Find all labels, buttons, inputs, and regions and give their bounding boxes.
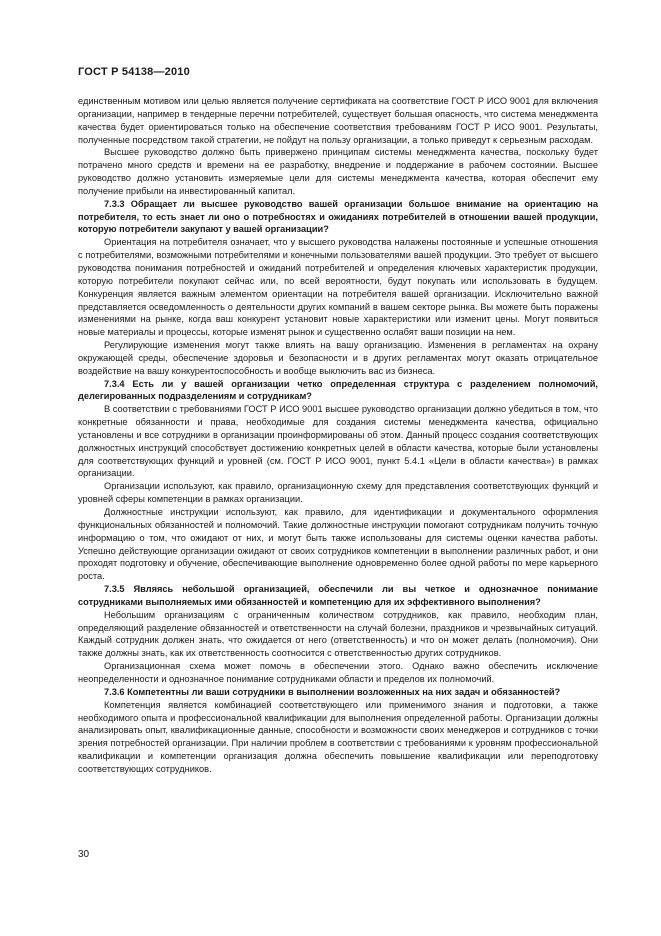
paragraph: Должностные инструкции используют, как правило, для идентификации и документального оформления функциональных обязанностей и полномочий. Такие должностные инструкции помогают сотрудникам получить точную информацию о том, что ожидают от них, и могут быть также использованы для системы оценки качества работы. Успешно действующие организации ожидают от своих сотрудников компетенции в выполнении различных работ, и они проходят подготовку и обучение, обеспечивающие выполнение одновременно более одной работы по мере карьерного роста. (78, 507, 598, 582)
section-heading-7-3-6: 7.3.6 Компетентны ли ваши сотрудники в выполнении возложенных на них задач и обязанностей? (104, 686, 561, 697)
section-heading-7-3-3: 7.3.3 Обращает ли высшее руководство вашей организации большое внимание на ориентацию на потребителя, то есть знает ли оно о потребностях и ожиданиях потребителей в отношении вашей продукции, которую потребители закупают у вашей организации? (78, 198, 598, 235)
section-heading-7-3-5: 7.3.5 Являясь небольшой организацией, обеспечили ли вы четкое и однозначное понимание сотрудниками выполняемых ими обязанностей и компетенцию для их эффективного выполнения? (78, 584, 598, 607)
paragraph: Регулирующие изменения могут также влиять на вашу организацию. Изменения в регламентах на охрану окружающей среды, обеспечение здоровья и безопасности и в других регламентах могут оказать отрицательное воздействие на вашу конкурентоспособность и вообще выключить вас из бизнеса. (78, 340, 598, 376)
standard-header: ГОСТ Р 54138—2010 (78, 66, 190, 78)
paragraph: Ориентация на потребителя означает, что у высшего руководства налажены постоянные и успешные отношения с потребителями, возможными потребителями и конечными пользователями вашей продукции. Это требует от высшего руководства понимания потребностей и ожиданий потребителей и определения ключевых характеристик продукции, которую потребители покупают сейчас или, по всей вероятности, будут покупать или использовать в будущем. Конкуренция является важным элементом ориентации на потребителя вашей организации. Исключительно важной представляется осведомленность о деятельности других компаний в вашем секторе рынка. Вы можете быть поражены изменениями на рынке, когда ваш конкурент установит новые характеристики или изменит цены. Могут появиться новые материалы и процессы, которые изменят рынок и существенно ослабят ваши позиции на нем. (78, 237, 598, 338)
paragraph: В соответствии с требованиями ГОСТ Р ИСО 9001 высшее руководство организации должно убедиться в том, что конкретные обязанности и права, необходимые для создания системы менеджмента качества, официально установлены и все сотрудники в организации проинформированы об этом. Данный процесс создания соответствующих должностных инструкций способствует достижению конкретных целей в области качества, которые были установлены для соответствующих функций и уровней (см. ГОСТ Р ИСО 9001, пункт 5.4.1 «Цели в области качества») в рамках организации. (78, 404, 598, 479)
paragraph: Небольшим организациям с ограниченным количеством сотрудников, как правило, необходим план, определяющий разделение обязанностей и ответственности на случай болезни, праздников и чрезвычайных ситуаций. Каждый сотрудник должен знать, что ожидается от него (ответственность) и что он может делать (полномочия). Они также должны знать, как их ответственность соотносится с ответственностью других сотрудников. (78, 609, 598, 659)
paragraph: Организации используют, как правило, организационную схему для представления соответствующих функций и уровней сферы компетенции в рамках организации. (78, 481, 598, 505)
page-number: 30 (78, 849, 90, 860)
paragraph: Компетенция является комбинацией соответствующего или применимого знания и подготовки, а также необходимого опыта и профессиональной квалификации для выполнения определенной работы. Организации должны анализировать опыт, квалификационные данные, способности и возможности своих менеджеров и сотрудников с точки зрения потребностей организации. При наличии проблем в соответствии с требованиями к уровням профессиональной квалификации и компетенции организация должна обеспечить повышение квалификации или переподготовку соответствующих сотрудников. (78, 699, 598, 774)
document-body (78, 95, 598, 776)
section-heading-7-3-4: 7.3.4 Есть ли у вашей организации четко определенная структура с разделением полномочий, делегированных подразделениям и сотрудникам? (78, 378, 598, 402)
paragraph: Высшее руководство должно быть привержено принципам системы менеджмента качества, поскольку будет потрачено много средств и времени на ее разработку, внедрение и поддержание в рабочем состоянии. Высшее руководство должно установить измеряемые цели для системы менеджмента качества, которая обеспечит ему получение прибыли на инвестированный капитал. (78, 147, 598, 196)
paragraph: единственным мотивом или целью является получение сертификата на соответствие ГОСТ Р ИСО 9001 для включения организации, например в тендерные перечни потребителей, существует большая опасность, что система менеджмента качества будет ориентироваться только на обеспечение соответствия требованиям ГОСТ Р ИСО 9001. Результаты, полученные посредством такой стратегии, не пойдут на пользу организации, а только приведут к серьезным расходам. (78, 96, 598, 145)
paragraph: Организационная схема может помочь в обеспечении этого. Однако важно обеспечить исключение неопределенности и однозначное понимание сотрудниками области и пределов их полномочий. (78, 661, 598, 684)
